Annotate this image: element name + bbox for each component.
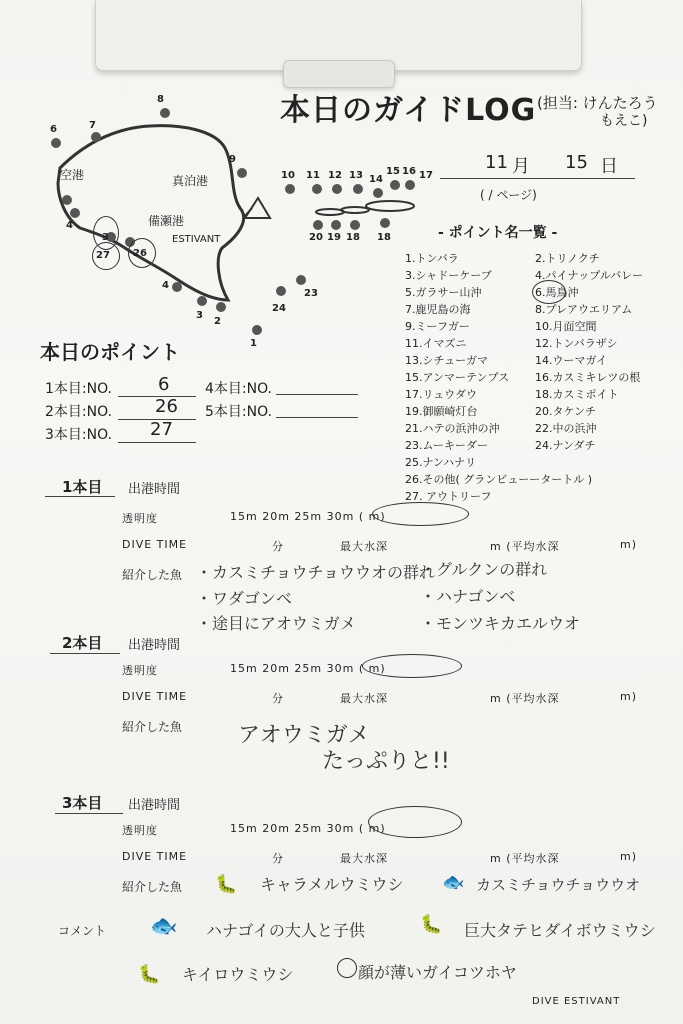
point-item: 25.ナンハナリ [405, 456, 477, 469]
underline [50, 653, 120, 654]
map-label-airport: 空港 [60, 168, 85, 182]
dive-3-label: 3本目 [62, 794, 103, 812]
map-point-dot [313, 220, 323, 230]
islet-1 [245, 198, 270, 218]
map-point-dot [296, 275, 306, 285]
dive-3-depart-label: 出港時間 [128, 798, 181, 813]
dive-1-point-label: 1本目:NO. [45, 381, 112, 397]
map-point-label: 26 [133, 248, 147, 259]
map-point-dot [331, 220, 341, 230]
map-point-label: 8 [157, 94, 164, 105]
dive-2-minutes: 分 [272, 692, 284, 705]
map-point-label: 4 [66, 220, 73, 231]
point-item: 15.アンマーテンプス [405, 371, 510, 384]
underline [45, 496, 115, 497]
point-item: 7.鹿児島の海 [405, 303, 471, 316]
dive-4-point-label: 4本目:NO. [205, 381, 272, 397]
point-item: 3.シャドーケーブ [405, 269, 492, 282]
dive-1-visibility-scale: 15m 20m 25m 30m ( m) [230, 510, 386, 523]
comment-label: コメント [58, 924, 107, 938]
staff-label-2: もえこ) [600, 113, 648, 129]
comment-1: ハナゴイの大人と子供 [206, 921, 365, 940]
dive-1-fish-4: ・ハナゴンベ [420, 587, 516, 606]
point-item: 22.中の浜沖 [535, 422, 597, 435]
point-item: 10.月面空間 [535, 320, 597, 333]
point-item: 13.シチューガマ [405, 354, 488, 367]
dive-2-visibility-circle [362, 654, 462, 678]
dive-2-visibility-label: 透明度 [122, 664, 158, 677]
dive-1-point-value: 6 [158, 374, 170, 395]
nudibranch-icon: 🐛 [215, 874, 238, 895]
page-count: ( / ページ) [480, 188, 537, 202]
point-item: 6.馬鳥沖 [535, 286, 579, 299]
dive-2-m-close: m) [620, 690, 638, 703]
dive-1-max-depth: 最大水深 [340, 540, 388, 553]
map-point-dot [216, 302, 226, 312]
map-point-label: 18 [377, 232, 391, 243]
nudibranch-icon: 🐛 [138, 964, 161, 985]
point-item: 21.ハテの浜沖の沖 [405, 422, 500, 435]
staff-label: (担当: けんたろう [537, 94, 658, 112]
map-label-maedomari: 真泊港 [172, 174, 209, 188]
dive-3-avg-depth: m (平均水深 [490, 852, 560, 865]
map-point-dot [70, 208, 80, 218]
map-point-label: 19 [327, 232, 341, 243]
map-point-label: 14 [369, 174, 383, 185]
dive-1-m-close: m) [620, 538, 638, 551]
dive-3-point-value: 27 [150, 419, 173, 440]
comment-2: 巨大タテヒダイボウミウシ [464, 921, 656, 940]
map-point-dot [285, 184, 295, 194]
map-point-label: 23 [304, 288, 318, 299]
dive-2-fish-line-1: アオウミガメ [238, 723, 370, 748]
islet-3 [341, 207, 369, 213]
point-item: 8.プレアウエリアム [535, 303, 633, 316]
map-point-dot [390, 180, 400, 190]
map-point-dot [237, 168, 247, 178]
map-point-label: 20 [309, 232, 323, 243]
dive-3-fish-2: カスミチョウチョウウオ [476, 876, 641, 894]
point-item: 23.ムーキーダー [405, 439, 488, 452]
map-point-label: 2 [214, 316, 221, 327]
point-item: 9.ミーフガー [405, 320, 470, 333]
underline [276, 417, 358, 418]
map-point-dot [172, 282, 182, 292]
dive-1-fish-5: ・途目にアオウミガメ [196, 614, 356, 633]
dive-2-depart-label: 出港時間 [128, 638, 181, 653]
nudibranch-icon: 🐛 [420, 914, 443, 935]
islet-2 [316, 209, 344, 215]
date-underline [440, 178, 635, 179]
dive-1-dive-time-label: DIVE TIME [122, 538, 188, 551]
point-item: 26.その他( グランビューータートル ) [405, 473, 593, 486]
map-point-dot [91, 132, 101, 142]
point-item: 5.ガラサー山沖 [405, 286, 482, 299]
dive-1-fish-1: ・カスミチョウチョウウオの群れ [196, 563, 436, 582]
point-item: 16.カスミキレツの根 [535, 371, 641, 384]
map-point-dot [405, 180, 415, 190]
point-item: 1.トンバラ [405, 252, 459, 265]
comment-3: キイロウミウシ [182, 965, 294, 984]
map-point-label: 3 [196, 310, 203, 321]
date-month-unit: 月 [512, 156, 530, 177]
dive-2-dive-time-label: DIVE TIME [122, 690, 188, 703]
map-point-label: 27 [96, 250, 110, 261]
map-point-dot [380, 218, 390, 228]
dive-2-fish-label: 紹介した魚 [122, 720, 183, 734]
dive-3-visibility-scale: 15m 20m 25m 30m ( m) [230, 822, 386, 835]
dive-1-visibility-label: 透明度 [122, 512, 158, 525]
point-item: 12.トンバラザシ [535, 337, 618, 350]
map-point-dot [160, 108, 170, 118]
map-point-label: 18 [346, 232, 360, 243]
map-point-dot [252, 325, 262, 335]
map-label-binase: 備瀬港 [148, 214, 185, 228]
map-point-dot [312, 184, 322, 194]
points-list-title: - ポイント名一覧 - [438, 225, 558, 241]
map-point-label: 12 [328, 170, 342, 181]
dive-2-avg-depth: m (平均水深 [490, 692, 560, 705]
map-point-label: 17 [419, 170, 433, 181]
underline [118, 442, 196, 443]
dive-2-point-label: 2本目:NO. [45, 404, 112, 420]
fish-icon: 🐟 [442, 872, 465, 893]
fish-icon: 🐟 [150, 914, 178, 939]
dive-3-point-label: 3本目:NO. [45, 427, 112, 443]
dive-1-fish-label: 紹介した魚 [122, 568, 183, 582]
map-point-label: 6 [50, 124, 57, 135]
date-month: 11 [485, 152, 508, 173]
dive-3-dive-time-label: DIVE TIME [122, 850, 188, 863]
dive-3-fish-label: 紹介した魚 [122, 880, 183, 894]
dive-1-fish-3: ・ワダゴンベ [196, 589, 292, 608]
map-point-dot [276, 286, 286, 296]
dive-3-max-depth: 最大水深 [340, 852, 388, 865]
point-item: 14.ウーマガイ [535, 354, 608, 367]
footer-brand: DIVE ESTIVANT [532, 996, 621, 1007]
dive-3-visibility-label: 透明度 [122, 824, 158, 837]
map-point-label: 4 [162, 280, 169, 291]
map-point-dot [332, 184, 342, 194]
underline [55, 813, 123, 814]
date-day: 15 [565, 152, 588, 173]
map-point-dot [197, 296, 207, 306]
dive-1-fish-6: ・モンツキカエルウオ [420, 614, 581, 633]
map-point-label: 24 [272, 303, 286, 314]
map-point-label: 13 [349, 170, 363, 181]
map-point-dot [373, 188, 383, 198]
map-point-label: 11 [306, 170, 320, 181]
dive-1-fish-2: ・グルクンの群れ [420, 560, 548, 579]
map-point-dot [62, 195, 72, 205]
islet-4 [366, 201, 414, 211]
point-6-circle [532, 280, 566, 304]
point-item: 20.タケンチ [535, 405, 596, 418]
point-item: 18.カスミポイト [535, 388, 619, 401]
sea-squirt-icon [337, 958, 357, 978]
map-point-label: 10 [281, 170, 295, 181]
point-item: 4.パイナップルバレー [535, 269, 644, 282]
dive-2-point-value: 26 [155, 396, 178, 417]
dive-1-minutes: 分 [272, 540, 284, 553]
map-point-label: 7 [89, 120, 96, 131]
point-item: 27. アウトリーフ [405, 490, 492, 503]
comment-4: 顔が薄いガイコツホヤ [358, 963, 517, 982]
point-item: 17.リュウダウ [405, 388, 478, 401]
map-point-dot [51, 138, 61, 148]
map-point-label: 15 [386, 166, 400, 177]
map-label-estivant: ESTIVANT [172, 234, 221, 245]
dive-3-minutes: 分 [272, 852, 284, 865]
point-item: 24.ナンダチ [535, 439, 596, 452]
clipboard-tab [283, 60, 395, 88]
map-point-label: 16 [402, 166, 416, 177]
today-points-title: 本日のポイント [40, 340, 180, 364]
dive-1-depart-label: 出港時間 [128, 482, 181, 497]
dive-1-label: 1本目 [62, 478, 103, 496]
dive-3-m-close: m) [620, 850, 638, 863]
map-point-label: 1 [250, 338, 257, 349]
underline [276, 394, 358, 395]
dive-2-max-depth: 最大水深 [340, 692, 388, 705]
map-point-label: 9 [229, 154, 236, 165]
map-point-label: 3 [102, 232, 109, 243]
date-day-unit: 日 [600, 156, 618, 177]
point-item: 19.御願崎灯台 [405, 405, 478, 418]
point-item: 2.トリノクチ [535, 252, 600, 265]
dive-3-visibility-circle [368, 806, 462, 838]
dive-5-point-label: 5本目:NO. [205, 404, 272, 420]
dive-1-visibility-circle [372, 502, 469, 526]
dive-1-avg-depth: m (平均水深 [490, 540, 560, 553]
dive-2-label: 2本目 [62, 634, 103, 652]
point-item: 11.イマズニ [405, 337, 467, 350]
dive-2-visibility-scale: 15m 20m 25m 30m ( m) [230, 662, 386, 675]
map-point-dot [350, 220, 360, 230]
dive-3-fish-1: キャラメルウミウシ [260, 875, 404, 894]
page-title: 本日のガイドLOG [280, 93, 537, 128]
dive-2-fish-line-2: たっぷりと!! [322, 749, 450, 774]
map-point-dot [353, 184, 363, 194]
